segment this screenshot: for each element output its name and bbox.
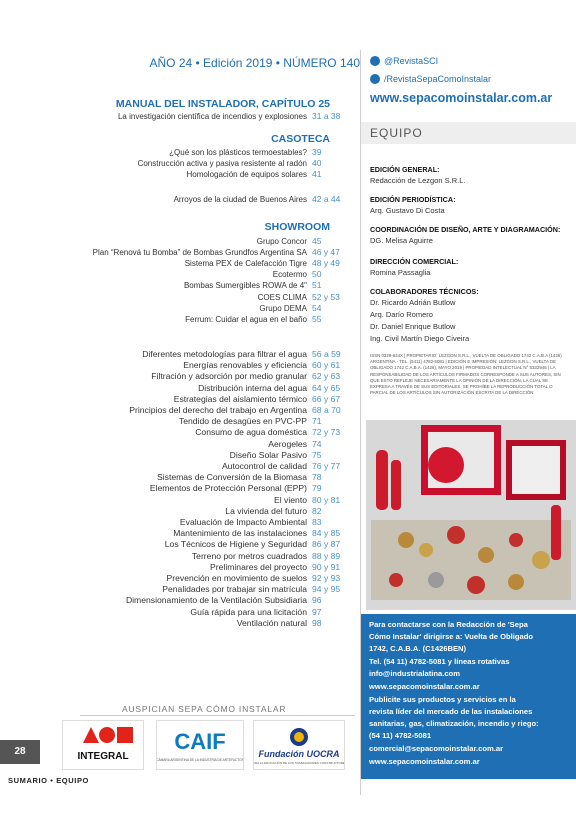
footer-section: SUMARIO • EQUIPO xyxy=(8,776,89,785)
toc-row[interactable]: Grupo Concor 45 xyxy=(256,236,322,246)
section-title-casoteca: CASOTECA xyxy=(271,133,330,145)
page-number: 28 xyxy=(0,740,40,764)
contact-line: Para contactarse con la Redacción de 'Sepa xyxy=(369,620,528,629)
toc-row[interactable]: COES CLIMA 52 y 53 xyxy=(257,292,340,302)
toc-row[interactable]: Ecotermo 50 xyxy=(272,269,322,279)
uocra-logo[interactable] xyxy=(253,720,345,770)
article-title: Dimensionamiento de la Ventilación Subsidiaria xyxy=(125,595,307,606)
caif-logo[interactable] xyxy=(156,720,244,770)
uocra-logo-text: Fundación UOCRA xyxy=(258,749,340,759)
toc-row[interactable]: Bombas Sumergibles ROWA de 4" 51 xyxy=(183,280,322,290)
equipo-value: Redacción de Lezgon S.R.L. xyxy=(370,176,466,185)
caif-logo-text: CAIF xyxy=(174,729,226,754)
contact-line: 1742, C.A.B.A. (C1426BEN) xyxy=(369,644,467,653)
article-title: Distribución interna del agua xyxy=(198,382,307,393)
contact-line: Publicite sus productos y servicios en la xyxy=(369,695,516,704)
equipo-label: EDICIÓN PERIODÍSTICA: xyxy=(370,195,456,204)
article-title: Los Técnicos de Higiene y Seguridad xyxy=(164,539,307,550)
article-title: Mantenimiento de las instalaciones xyxy=(173,528,307,539)
contact-email[interactable]: info@industrialatina.com xyxy=(369,669,460,678)
equipo-label: COORDINACIÓN DE DISEÑO, ARTE Y DIAGRAMACIÓN: xyxy=(370,225,561,234)
article-title: Evaluación de Impacto Ambiental xyxy=(179,517,307,527)
equipo-label: EDICIÓN GENERAL: xyxy=(370,165,440,174)
equipo-value: Arq. Darío Romero xyxy=(370,310,433,319)
legal-notice: ISSN 0329-634X | PROPIETARIO: LEZGON S.R.L., VUELTA DE OBLIGADO 1742 C.A.B.A (1426) ARGENTINA - TEL. (5411) 4782-5081 | EDICIÓN E IMPRESIÓN: LEZGON S.R.L., VUELTA DE OBLIGADO 1742 C.A.B.A. (1426), MAYO 2019 | PROPIEDAD INTELECTUAL N° 5332946 | LA RESPONSABILIDAD DE LOS ARTÍCULOS FIRMADOS CORRESPONDE A SUS AUTORES, SIN QUE ESTO REFLEJE NECESARIAMENTE LA OPINIÓN DE LA DIRECCIÓN, LA CUAL SE EXPRESA A TRAVÉS DE SUS EDITORIALES. SE PROHÍBE LA REPRODUCCIÓN TOTAL O PARCIAL DE LOS ARTÍCULOS SIN AUTORIZACIÓN ESCRITA DE LA DIRECCIÓN xyxy=(370,353,562,396)
twitter-icon xyxy=(370,56,380,66)
article-pages: 90 y 91 xyxy=(312,561,341,572)
article-title: Terreno por metros cuadrados xyxy=(191,550,307,561)
article-pages: 71 xyxy=(312,416,322,427)
equipo-value: Dr. Daniel Enrique Butlow xyxy=(370,322,456,331)
equipo-value: DG. Melisa Aguirre xyxy=(370,236,433,245)
article-pages: 94 y 95 xyxy=(312,584,341,595)
uocra-logo-sub: PARA LA EDUCACIÓN DE LOS TRABAJADORES CONSTRUCTORES xyxy=(254,761,344,765)
article-title: Diseño Solar Pasivo xyxy=(229,449,307,460)
article-pages: 97 xyxy=(312,606,322,617)
article-pages: 96 xyxy=(312,595,322,606)
toc-row[interactable]: Sistema PEX de Calefacción Tigre 48 y 49 xyxy=(184,258,340,268)
article-title: Aerogeles xyxy=(268,438,307,449)
toc-row[interactable]: La investigación científica de incendios y explosiones 31 a 38 xyxy=(117,111,341,121)
article-pages: 56 a 59 xyxy=(312,349,341,359)
equipo-value: Ing. Civil Martín Diego Civeira xyxy=(370,334,470,343)
toc-row[interactable]: ¿Qué son los plásticos termoestables? 39 xyxy=(169,147,322,157)
contact-box xyxy=(361,614,576,779)
contact-website[interactable]: www.sepacomoinstalar.com.ar xyxy=(369,682,480,691)
article-row[interactable] xyxy=(40,617,345,629)
article-pages: 92 y 93 xyxy=(312,573,341,583)
article-pages: 98 xyxy=(312,617,322,628)
equipo-value: Arq. Gustavo Di Costa xyxy=(370,206,445,215)
toc-row[interactable]: Plan “Renová tu Bomba” de Bombas Grundfos Argentina SA 46 y 47 xyxy=(92,247,340,257)
section-title-showroom: SHOWROOM xyxy=(264,221,330,233)
contact-line: sanitarias, gas, climatización, incendio y riego: xyxy=(369,719,539,728)
toc-row[interactable]: Ferrum: Cuidar el agua en el baño 55 xyxy=(185,314,322,324)
article-title: Autocontrol de calidad xyxy=(221,461,307,471)
article-title: Sistemas de Conversión de la Biomasa xyxy=(157,472,307,483)
equipo-label: COLABORADORES TÉCNICOS: xyxy=(370,287,479,296)
article-pages: 64 y 65 xyxy=(312,382,341,393)
contact-line: (54 11) 4782-5081 xyxy=(369,731,432,740)
article-title: Preliminares del proyecto xyxy=(210,561,307,572)
equipo-value: Romina Passaglia xyxy=(370,268,431,277)
facebook-icon xyxy=(370,74,380,84)
article-pages: 68 a 70 xyxy=(312,405,341,415)
caif-logo-sub: CÁMARA ARGENTINA DE LA INDUSTRIA DE ARTEFACTOS xyxy=(157,758,243,762)
facebook-link[interactable]: /RevistaSepaComoInstalar xyxy=(370,74,491,85)
article-pages: 72 y 73 xyxy=(312,427,341,438)
article-pages: 83 xyxy=(312,517,322,527)
equipo-label: DIRECCIÓN COMERCIAL: xyxy=(370,257,459,266)
article-title: Penalidades por trabajar sin matrícula xyxy=(162,584,307,595)
toc-row[interactable]: Arroyos de la ciudad de Buenos Aires 42 a 44 xyxy=(173,194,341,204)
integral-logo[interactable] xyxy=(62,720,144,770)
toc-row[interactable]: Homologación de equipos solares 41 xyxy=(186,169,322,179)
fire-equipment-photo xyxy=(366,420,576,610)
section-title-manual: MANUAL DEL INSTALADOR, CAPÍTULO 25 xyxy=(115,98,330,110)
sponsors-divider xyxy=(80,715,355,716)
issue-line: AÑO 24 • Edición 2019 • NÚMERO 140 xyxy=(149,56,360,70)
article-title: Tendido de desagües en PVC-PP xyxy=(178,416,307,427)
article-pages: 75 xyxy=(312,449,322,460)
article-title: Diferentes metodologías para filtrar el agua xyxy=(142,349,307,359)
article-title: Filtración y adsorción por medio granular xyxy=(151,371,307,382)
article-pages: 78 xyxy=(312,472,322,483)
contact-email[interactable]: comercial@sepacomoinstalar.com.ar xyxy=(369,744,504,753)
website-link[interactable]: www.sepacomoinstalar.com.ar xyxy=(370,91,553,105)
article-title: Consumo de agua doméstica xyxy=(195,427,307,438)
toc-row[interactable]: Construcción activa y pasiva resistente al radón 40 xyxy=(137,158,322,168)
article-pages: 79 xyxy=(312,483,322,494)
article-pages: 82 xyxy=(312,505,322,516)
article-pages: 60 y 61 xyxy=(312,360,341,371)
toc-row[interactable]: Grupo DEMA 54 xyxy=(259,303,322,313)
contact-website[interactable]: www.sepacomoinstalar.com.ar xyxy=(369,757,480,766)
article-pages: 62 y 63 xyxy=(312,371,341,382)
article-title: Principios del derecho del trabajo en Argentina xyxy=(129,405,307,415)
article-title: Energías renovables y eficiencia xyxy=(183,360,307,371)
article-title: El viento xyxy=(274,494,307,505)
article-pages: 86 y 87 xyxy=(312,539,341,550)
twitter-link[interactable]: @RevistaSCI xyxy=(370,56,438,67)
article-pages: 74 xyxy=(312,438,322,449)
equipo-value: Dr. Ricardo Adrián Butlow xyxy=(370,298,456,307)
contact-line: revista líder del mercado de las instalaciones xyxy=(369,707,533,716)
article-title: Elementos de Protección Personal (EPP) xyxy=(149,483,307,494)
integral-logo-text: INTEGRAL xyxy=(77,751,129,762)
sponsors-title: AUSPICIAN SEPA CÓMO INSTALAR xyxy=(122,704,287,714)
article-pages: 76 y 77 xyxy=(312,461,341,471)
article-title: Guía rápida para una licitación xyxy=(190,606,307,617)
contact-line: Cómo Instalar' dirigirse a: Vuelta de Obligado xyxy=(369,632,533,641)
equipo-title: EQUIPO xyxy=(370,126,423,140)
article-pages: 88 y 89 xyxy=(312,550,341,561)
article-title: La vivienda del futuro xyxy=(225,505,307,516)
contact-line: Tel. (54 11) 4782-5081 y líneas rotativas xyxy=(369,657,510,666)
article-title: Estrategias del aislamiento térmico xyxy=(173,393,307,404)
article-title: Ventilación natural xyxy=(236,617,307,628)
article-title: Prevención en movimiento de suelos xyxy=(166,573,307,583)
article-pages: 66 y 67 xyxy=(312,393,341,404)
article-pages: 84 y 85 xyxy=(312,528,341,539)
article-pages: 80 y 81 xyxy=(312,494,341,505)
